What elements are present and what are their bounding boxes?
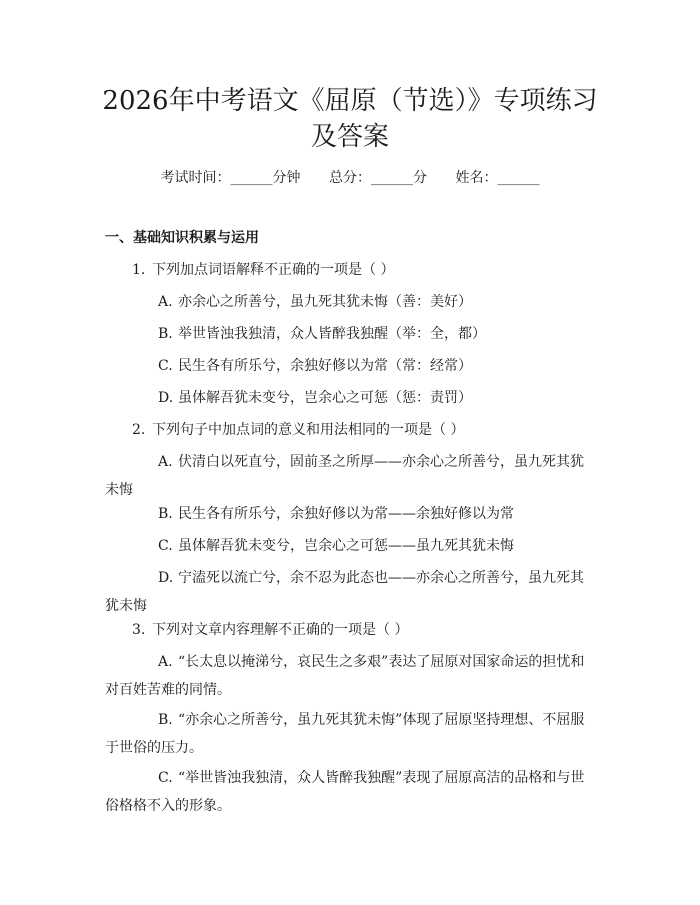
question-text: 下列对文章内容理解不正确的一项是（ ） [152, 622, 409, 638]
question-1-option-d [158, 389, 472, 407]
exam-meta [0, 169, 700, 187]
option-letter: C. [158, 538, 173, 554]
option-letter: C. [158, 358, 173, 374]
option-text: 举世皆浊我独清，众人皆醉我独醒（举：全，都） [178, 326, 486, 342]
option-text: 亦余心之所善兮，虽九死其犹未悔（善：美好） [178, 294, 472, 310]
option-letter: B. [158, 506, 173, 522]
exam-score-field: 总分：______分 [329, 170, 427, 186]
option-text: 民生各有所乐兮，余独好修以为常——余独好修以为常 [178, 506, 514, 522]
question-2-option-c [158, 537, 514, 555]
option-text: “长太息以掩涕兮，哀民生之多艰”表达了屈原对国家命运的担忧和对百姓苦难的同情。 [105, 654, 585, 698]
option-text: 宁溘死以流亡兮，余不忍为此态也——亦余心之所善兮，虽九死其犹未悔 [105, 570, 584, 614]
question-2-option-a [105, 448, 595, 504]
question-text: 下列句子中加点词的意义和用法相同的一项是（ ） [152, 422, 465, 438]
option-letter: C. [158, 770, 173, 786]
question-1-option-a [158, 293, 472, 311]
question-3-option-b [105, 706, 595, 762]
section-heading: 一、基础知识积累与运用 [105, 230, 259, 246]
option-text: 民生各有所乐兮，余独好修以为常（常：经常） [178, 358, 472, 374]
option-letter: B. [158, 326, 173, 342]
question-2-option-d [105, 564, 595, 620]
option-text: “亦余心之所善兮，虽九死其犹未悔”体现了屈原坚持理想、不屈服于世俗的压力。 [105, 712, 585, 756]
option-text: 伏清白以死直兮，固前圣之所厚——亦余心之所善兮，虽九死其犹未悔 [105, 454, 584, 498]
question-1-stem [132, 261, 394, 279]
student-name-field: 姓名：______ [455, 170, 540, 186]
question-2-stem [132, 421, 464, 439]
option-text: 虽体解吾犹未变兮，岂余心之可惩——虽九死其犹未悔 [178, 538, 514, 554]
question-2-option-b [158, 505, 514, 523]
option-letter: A. [158, 454, 173, 470]
question-1-option-b [158, 325, 486, 343]
option-text: 虽体解吾犹未变兮，岂余心之可惩（惩：责罚） [178, 390, 472, 406]
option-letter: A. [158, 294, 173, 310]
option-letter: B. [158, 712, 173, 728]
question-3-stem [132, 621, 408, 639]
question-3-option-a [105, 648, 595, 704]
question-number: 2. [132, 422, 146, 438]
option-letter: D. [158, 570, 174, 586]
document-title-line-1: 2026年中考语文《屈原（节选）》专项练习 [102, 86, 598, 116]
question-number: 3. [132, 622, 146, 638]
document-title-line-2: 及答案 [310, 122, 389, 152]
question-3-option-c [105, 764, 595, 820]
option-letter: D. [158, 390, 174, 406]
option-text: “举世皆浊我独清，众人皆醉我独醒”表现了屈原高洁的品格和与世俗格格不入的形象。 [105, 770, 585, 814]
question-number: 1. [132, 262, 146, 278]
question-text: 下列加点词语解释不正确的一项是（ ） [152, 262, 395, 278]
exam-time-field: 考试时间：______分钟 [160, 170, 301, 186]
option-letter: A. [158, 654, 173, 670]
question-1-option-c [158, 357, 472, 375]
